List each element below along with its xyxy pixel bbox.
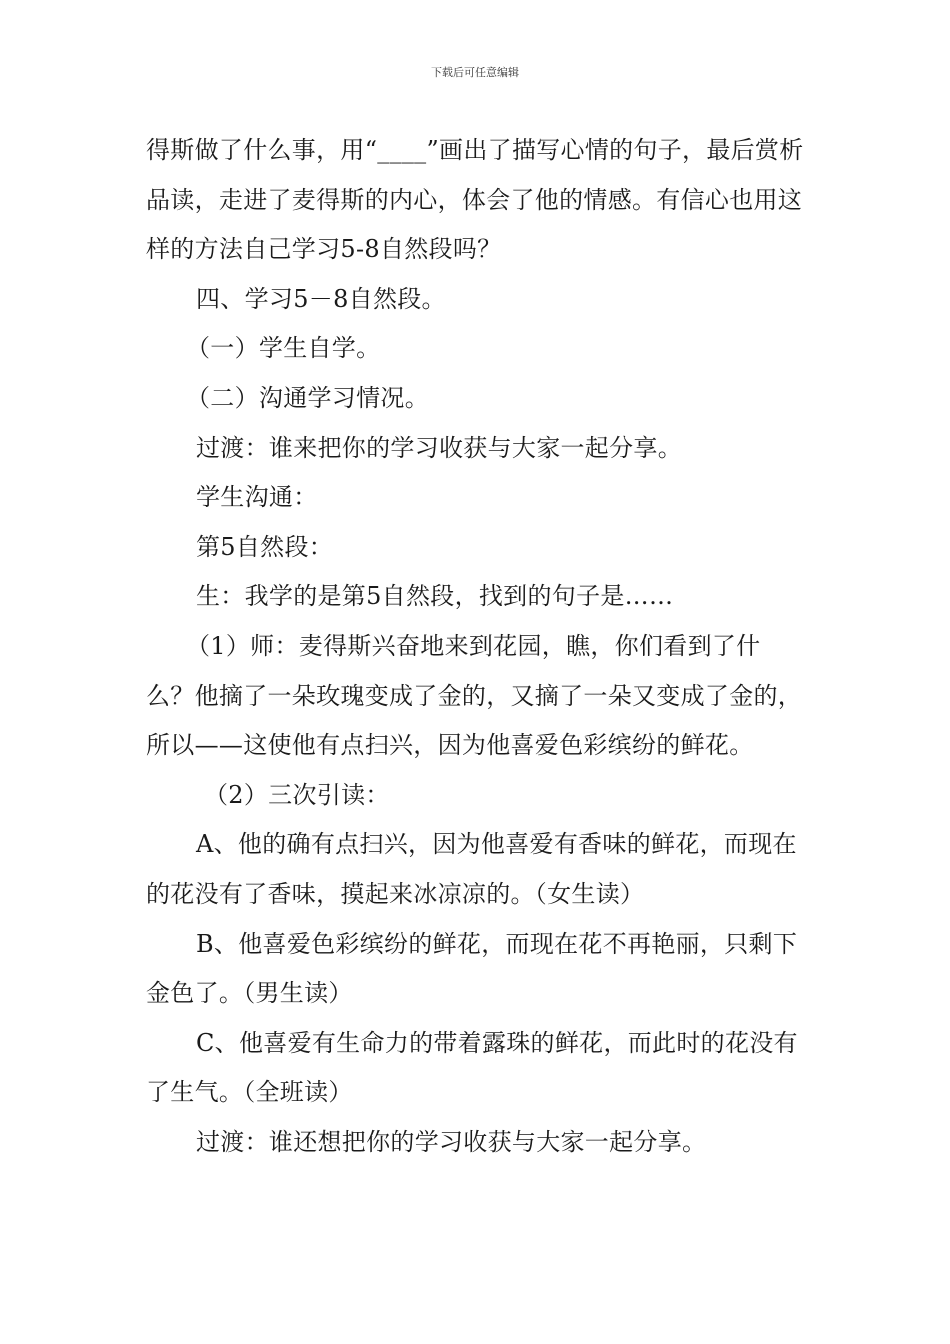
transition-line-2: 过渡：谁还想把你的学习收获与大家一起分享。 xyxy=(196,1127,707,1156)
student-answer: 生：我学的是第5自然段，找到的句子是…… xyxy=(196,582,674,611)
reading-c: C、他喜爱有生命力的带着露珠的鲜花，而此时的花没有了生气。（全班读） xyxy=(146,1028,798,1107)
student-communication: 学生沟通： xyxy=(196,483,318,512)
reading-a: A、他的确有点扫兴，因为他喜爱有香味的鲜花，而现在的花没有了香味，摸起来冰凉凉的。（女生读） xyxy=(146,830,797,908)
teacher-remark: （1）师：麦得斯兴奋地来到花园，瞧，你们看到了什么？他摘了一朵玫瑰变成了金的，又摘了一朵又变成了金的，所以——这使他有点扫兴，因为他喜爱色彩缤纷的鲜花。 xyxy=(146,631,803,760)
paragraph-five-label: 第5自然段： xyxy=(196,532,334,561)
document-body xyxy=(146,126,808,1167)
section-heading: 四、学习5－8自然段。 xyxy=(196,284,446,313)
step-two: （二）沟通学习情况。 xyxy=(186,383,429,412)
step-one: （一）学生自学。 xyxy=(186,334,381,363)
page-header: 下载后可任意编辑 xyxy=(431,66,519,79)
reading-b: B、他喜爱色彩缤纷的鲜花，而现在花不再艳丽，只剩下金色了。（男生读） xyxy=(146,929,798,1008)
transition-line: 过渡：谁来把你的学习收获与大家一起分享。 xyxy=(196,433,682,462)
paragraph-intro: 得斯做了什么事，用“____”画出了描写心情的句子，最后赏析品读，走进了麦得斯的内心，体会了他的情感。有信心也用这样的方法自己学习5-8自然段吗？ xyxy=(146,136,804,264)
reading-guide: （2）三次引读： xyxy=(204,780,390,809)
